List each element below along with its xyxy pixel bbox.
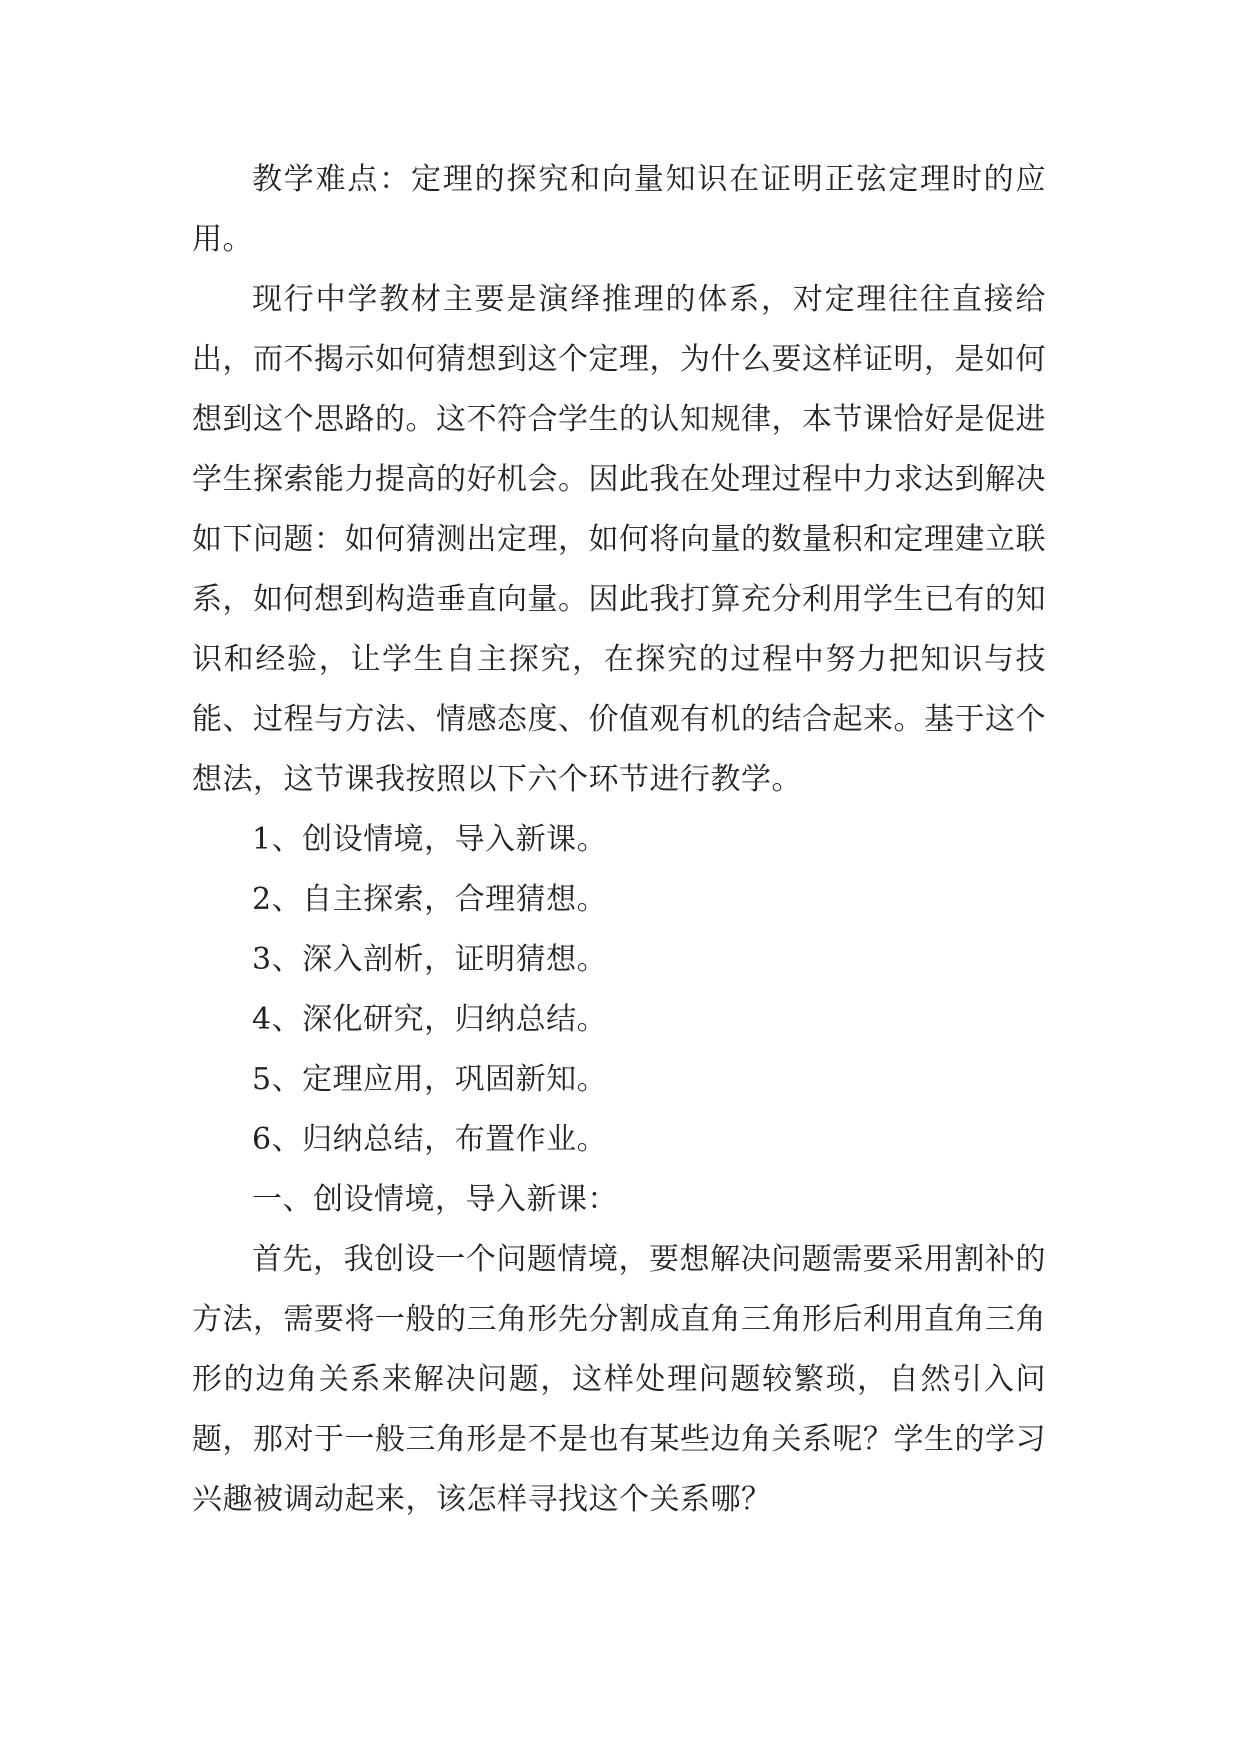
list-item-step-4: 4、深化研究，归纳总结。 [252, 1002, 608, 1037]
paragraph-textbook-analysis: 现行中学教材主要是演绎推理的体系，对定理往往直接给出，而不揭示如何猜想到这个定理，为什么要这样证明，是如何想到这个思路的。这不符合学生的认知规律，本节课恰好是促进学生探索能力提高的好机会。因此我在处理过程中力求达到解决如下问题：如何猜测出定理，如何将向量的数量积和定理建立联系，如何想到构造垂直向量。因此我打算充分利用学生已有的知识和经验，让学生自主探究，在探究的过程中努力把知识与技能、过程与方法、情感态度、价值观有机的结合起来。基于这个想法，这节课我按照以下六个环节进行教学。 [192, 282, 1046, 797]
paragraph-situation-intro: 首先，我创设一个问题情境，要想解决问题需要采用割补的方法，需要将一般的三角形先分割成直角三角形后利用直角三角形的边角关系来解决问题，这样处理问题较繁琐，自然引入问题，那对于一般三角形是不是也有某些边角关系呢？学生的学习兴趣被调动起来，该怎样寻找这个关系哪？ [192, 1242, 1046, 1517]
list-item-step-3: 3、深入剖析，证明猜想。 [252, 942, 608, 977]
list-item-step-2: 2、自主探索，合理猜想。 [252, 882, 608, 917]
document-page [192, 150, 1046, 1530]
list-item-step-5: 5、定理应用，巩固新知。 [252, 1062, 608, 1097]
section-heading-1: 一、创设情境，导入新课： [252, 1182, 618, 1217]
list-item-step-1: 1、创设情境，导入新课。 [252, 822, 608, 857]
paragraph-teaching-difficulty: 教学难点：定理的探究和向量知识在证明正弦定理时的应用。 [192, 162, 1046, 257]
list-item-step-6: 6、归纳总结，布置作业。 [252, 1122, 608, 1157]
